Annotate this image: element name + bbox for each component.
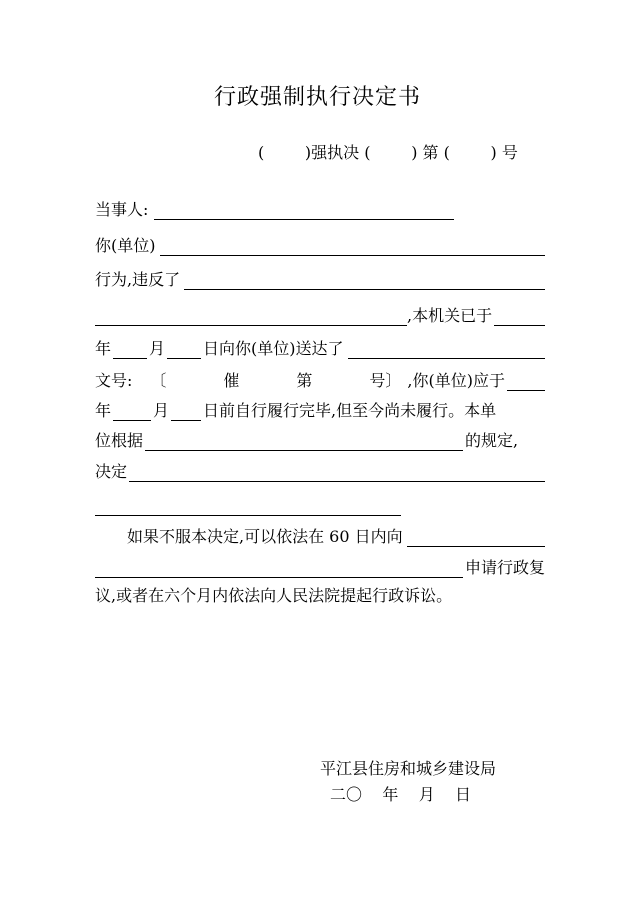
decide-label: 决定 xyxy=(95,462,128,481)
basis-prefix: 位根据 xyxy=(95,431,144,450)
basis-blank[interactable] xyxy=(145,432,463,451)
deadline-year-blank[interactable] xyxy=(507,372,545,391)
deadline-year-label: 年 xyxy=(95,401,112,420)
violation-blank[interactable] xyxy=(95,307,407,326)
deadline-tail: 日前自行履行完毕,但至今尚未履行。本单 xyxy=(203,401,497,420)
sign-date: 二〇 年 月 日 xyxy=(330,785,472,804)
delivery-line xyxy=(95,335,545,359)
review-agency-blank[interactable] xyxy=(407,528,545,547)
deadline-month-blank[interactable] xyxy=(113,402,151,421)
document-blank[interactable] xyxy=(348,340,545,359)
deadline-line xyxy=(95,397,545,421)
decide-continue-blank[interactable] xyxy=(95,497,401,516)
basis-line xyxy=(95,427,545,451)
deadline-day-blank[interactable] xyxy=(171,402,201,421)
behavior-blank[interactable] xyxy=(184,271,545,290)
wenhao-di: 第 xyxy=(296,371,313,390)
unit-label: 你(单位) xyxy=(95,236,156,255)
appeal-line-2 xyxy=(95,554,545,578)
unit-line xyxy=(95,232,545,256)
wenhao-bracket-open: 〔 xyxy=(150,371,167,390)
delivery-text: 日向你(单位)送达了 xyxy=(203,339,344,358)
wenhao-spread xyxy=(150,371,401,391)
year-label: 年 xyxy=(95,339,112,358)
document-number: ( )强执决 ( ) 第 ( ) 号 xyxy=(258,143,518,162)
agency-date-blank[interactable] xyxy=(494,307,545,326)
decide-line xyxy=(95,458,545,482)
appeal-text-1: 如果不服本决定,可以依法在 60 日内向 xyxy=(127,527,403,546)
deadline-month-label: 月 xyxy=(153,401,170,420)
agency-sent-text: ,本机关已于 xyxy=(407,306,493,325)
party-line xyxy=(95,196,545,220)
appeal-line-3 xyxy=(95,582,545,606)
wenhao-label: 文号: xyxy=(95,371,133,390)
decide-continue-line xyxy=(95,492,545,516)
wenhao-cui: 催 xyxy=(223,371,240,390)
decide-blank[interactable] xyxy=(129,463,545,482)
month-blank[interactable] xyxy=(113,340,147,359)
appeal-text-3: 议,或者在六个月内依法向人民法院提起行政诉讼。 xyxy=(95,586,453,605)
unit-blank[interactable] xyxy=(160,237,546,256)
review-agency-continue-blank[interactable] xyxy=(95,559,463,578)
issuer-name: 平江县住房和城乡建设局 xyxy=(320,759,497,778)
appeal-text-2: 申请行政复 xyxy=(464,558,545,577)
behavior-line xyxy=(95,266,545,290)
wenhao-line xyxy=(95,367,545,391)
basis-suffix: 的规定, xyxy=(465,431,519,450)
day-blank[interactable] xyxy=(167,340,201,359)
wenhao-hao: 号〕 xyxy=(369,371,402,390)
party-blank[interactable] xyxy=(154,201,454,220)
behavior-label: 行为,违反了 xyxy=(95,270,181,289)
document-title: 行政强制执行决定书 xyxy=(213,85,421,110)
month-label: 月 xyxy=(149,339,166,358)
party-label: 当事人: xyxy=(95,200,149,219)
wenhao-tail: ,你(单位)应于 xyxy=(407,371,505,390)
agency-line xyxy=(95,302,545,326)
appeal-line-1 xyxy=(95,523,545,547)
